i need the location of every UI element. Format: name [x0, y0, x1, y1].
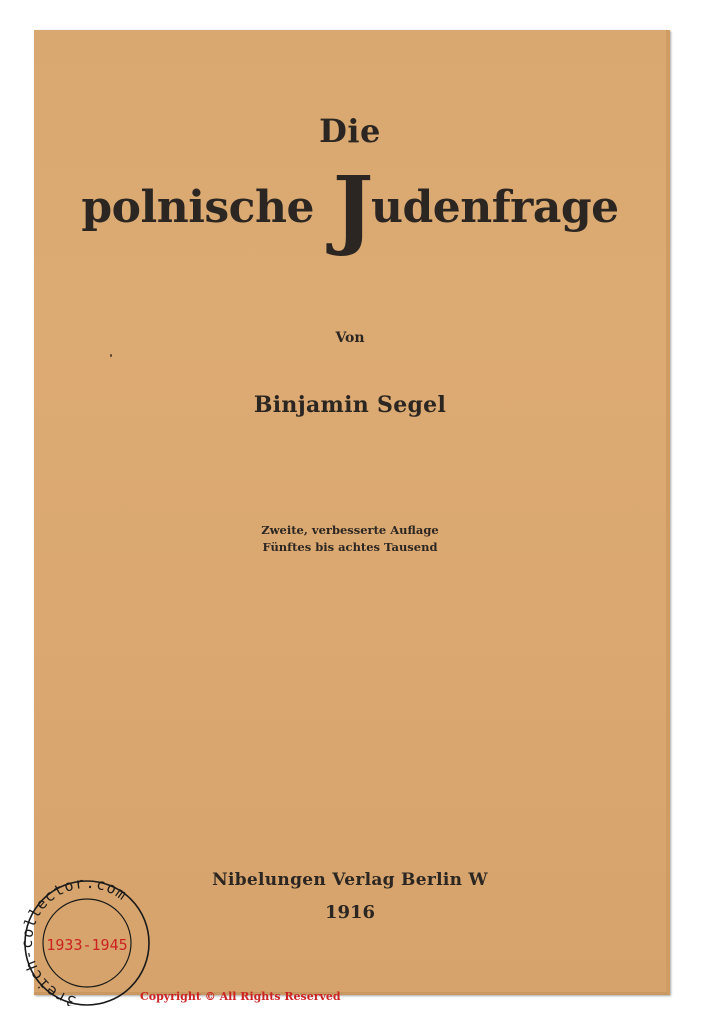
paper-speck	[110, 354, 112, 357]
cover-text-area	[34, 30, 666, 992]
stamp-years: 1933-1945	[46, 936, 128, 954]
by-label: Von	[335, 330, 365, 346]
edition-line-2: Fünftes bis achtes Tausend	[262, 540, 438, 554]
publication-year: 1916	[324, 902, 376, 923]
edition-info	[34, 522, 666, 556]
author-name: Binjamin Segel	[253, 392, 447, 418]
title-line-2-part-1: polnische	[81, 182, 329, 233]
publisher-name: Nibelungen Verlag Berlin W	[212, 870, 488, 890]
title-line-1: Die	[319, 112, 381, 150]
copyright-notice: Copyright © All Rights Reserved	[140, 990, 341, 1003]
stamp-ring-text: 3reich-collector.com	[18, 876, 131, 1006]
title-line-2	[34, 158, 666, 259]
title-initial-letter: J	[332, 158, 373, 259]
book-cover	[34, 30, 670, 995]
watermark-stamp	[18, 876, 156, 1006]
edition-line-1: Zweite, verbesserte Auflage	[261, 523, 439, 537]
title-line-2-part-2: udenfrage	[370, 182, 619, 233]
